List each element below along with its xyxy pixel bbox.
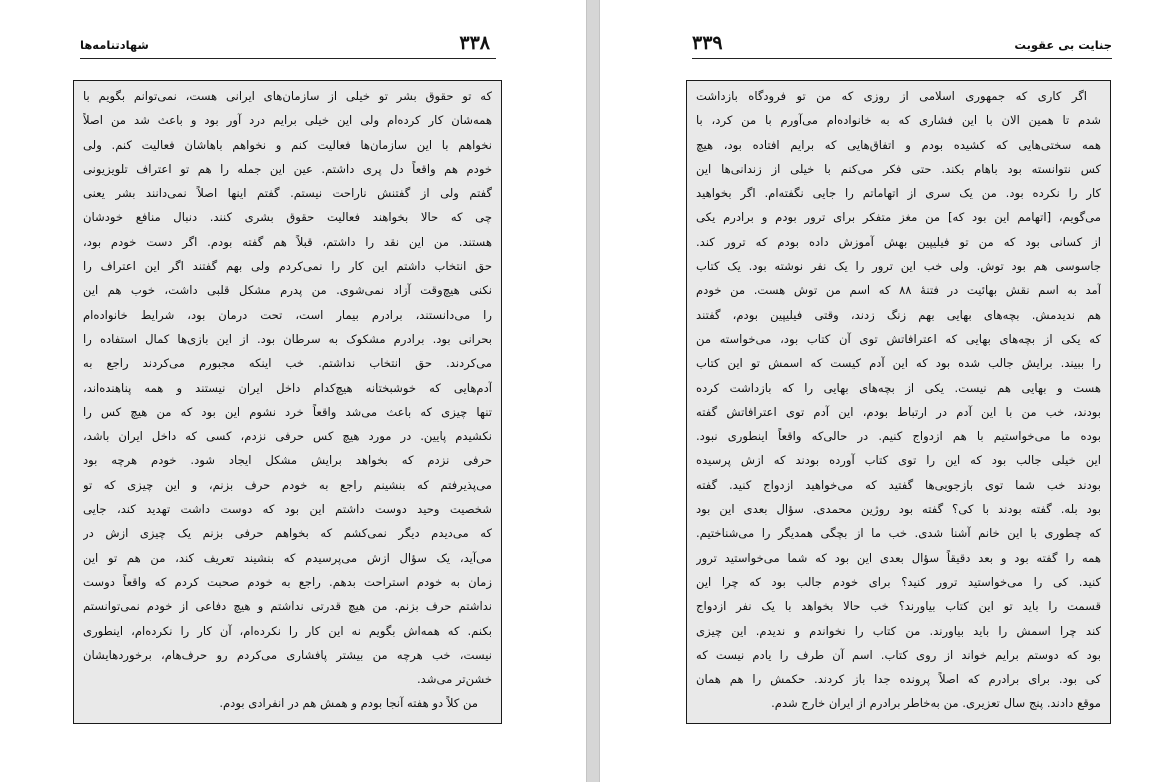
page-gutter-divider [586, 0, 600, 782]
text-line: هستند. من این نقد را داشتم، قبلاً هم گفته بودم. اگر دست خودم بود، [83, 234, 492, 249]
text-line: بودند خب شما توی بازجویی‌ها گفتید که می‌خواهید ازدواج کنید. گفته [696, 477, 1101, 492]
text-line: حرفی نزدم که بخواهد برایش مشکل ایجاد شود. خودم هرچه بود [83, 453, 492, 468]
text-line: می‌گویم، [اتهامم این بود که] من مغز متفکر برای ترور بودم و برادرم یکی [696, 210, 1101, 225]
left-text-block [73, 80, 502, 724]
text-line: که می‌دیدم دیگر نمی‌کشم که بخواهم حرفی بزنم یک چیزی ازش در [83, 526, 492, 541]
left-page-header [80, 30, 496, 59]
text-line: بحرانی بود. برادرم مشکوک به سرطان بود. از این بازی‌ها کمال استفاده را [83, 331, 492, 346]
text-line: می‌پذیرفتم که بنشینم راجع به خودم حرف بزنم، و این چیزی که تو [83, 477, 492, 492]
text-line: خودم هم واقعاً دل پری داشتم. عین این جمله را هم تو اعتراف تلویزیونی [83, 161, 492, 176]
text-line: نیست، خب هرچه من بیشتر پافشاری می‌کردم رو حرف‌هام، برخوردهایشان [83, 647, 492, 662]
right-running-title: جنایت بی عقوبت [1014, 38, 1112, 52]
text-line: هم ندیدمش. بچه‌های بهایی بهم زنگ زدند، وقتی فیلیپین بودم، گفتند [696, 307, 1101, 322]
text-line: این خیلی جالب بود که این را توی کتاب آورده بودند که ازش پرسیده [696, 453, 1101, 468]
left-running-title: شهادتنامه‌ها [80, 38, 149, 52]
text-line: شخصیت وحید دوست داشتم این بود که دوست داشت تهدید کند، جایی [83, 502, 492, 517]
text-line: را می‌دانستند، برادرم بیمار است، تحت درمان بود، شرایط خانواده‌ام [83, 307, 492, 322]
text-line: کار را نکرده بود. من یک سری از اتهاماتم را جایی نگفته‌ام. اگر بخواهید [696, 186, 1101, 201]
text-line: اگر کاری که جمهوری اسلامی از روزی که من تو فرودگاه بازداشت [696, 89, 1087, 103]
text-line: می‌کردند. حق انتخاب نداشتم. خب اینکه مجبورم می‌کردند راجع به [83, 356, 492, 371]
text-line: چی که حالا بخواهند فعالیت حقوق بشری کنند. دنبال منافع خودشان [83, 210, 492, 225]
text-line: موقع دادند. پنج سال تعزیری. من به‌خاطر برادرم از ایران خارج شدم. [771, 696, 1101, 711]
text-line: همه سختی‌هایی که کشیده بودم و اتفاق‌هایی که برایم افتاده بود، هیچ [696, 137, 1101, 152]
text-line: نکشیدم پایین. در مورد هیچ کس حرفی نزدم، کسی که داخل ایران باشد، [83, 429, 492, 444]
right-page [600, 0, 1171, 782]
text-line: نکنی هیچ‌وقت آزاد نمی‌شوی. من پدرم مشکل قلبی داشت، خوب هم این [83, 283, 492, 298]
text-line: که یکی از بچه‌های بهایی که اعترافاتش توی آن کتاب بود، می‌خواسته من [696, 331, 1101, 346]
text-line: آدم‌هایی که خوشبختانه هیچ‌کدام داخل ایران نیستند و همه پناهنده‌اند، [83, 380, 492, 395]
text-line: کنید. کی را می‌خواستید ترور کنید؟ برای خودم جالب بود که چرا این [696, 574, 1101, 589]
text-line: همه را گفته بود و بعد دقیقاً سؤال بعدی این بود که شما می‌خواستید ترور [696, 550, 1101, 565]
text-line: آمد به اسم نقش بهائیت در فتنهٔ ۸۸ که اسم من توش هست. من خودم [696, 283, 1101, 298]
text-line: بود بله. گفته بودند با کی؟ گفته بود روژین محمدی. سؤال بعدی این بود [696, 502, 1101, 517]
text-line: از کسانی بود که من تو فیلیپین بهش آموزش داده بودم که ترور کند. [696, 234, 1101, 249]
text-line: که چطوری با این خانم آشنا شدی. خب ما از بچگی همدیگر را می‌شناختیم. [696, 526, 1101, 541]
text-line: گفتم ولی از گفتنش ناراحت نیستم. گفتم اینها اصلاً نمی‌دانند بشر یعنی [83, 186, 492, 201]
text-line: را ببیند. برایش جالب شده بود که این آدم کیست که اسمش تو این کتاب [696, 356, 1101, 371]
text-line: هست و بهایی هم نیست. یکی از بچه‌های بهایی را که بازداشت کرده [696, 380, 1101, 395]
text-line: بود که دوستم برایم خواند از روی کتاب. اسم آن طرف را یادم نیست که [696, 647, 1101, 662]
left-page-number: ۳۳۸ [459, 32, 490, 54]
text-line: کس نتوانسته بود باهام بکند. حتی فکر می‌کنم با خیلی از زندانی‌ها این [696, 161, 1101, 176]
text-line: که تو حقوق بشر تو خیلی از سازمان‌های ایرانی هست، نمی‌توانم بگویم با [83, 89, 492, 103]
text-line: حق انتخاب داشتم این کار را نمی‌کردم ولی بهم گفتند اگر این اعتراف را [83, 259, 492, 274]
text-line: تنها چیزی که باعث می‌شد واقعاً خرد نشوم این بود که من هیچ کس را [83, 404, 492, 419]
text-line: شدم تا همین الان با این فشاری که به خانواده‌ام می‌آورم با من کرد، با [696, 113, 1101, 128]
text-line: بکنم. که همه‌اش بگویم نه این کار را نکرده‌ام، آن کار را نکرده‌ام، اینطوری [83, 623, 492, 638]
text-line: کی بود. برای برادرم که اصلاً پرونده جدا باز کردند. حکمش را هم همان [696, 672, 1101, 687]
text-line: من کلاً دو هفته آنجا بودم و همش هم در انفرادی بودم. [219, 696, 478, 711]
text-line: خشن‌تر می‌شد. [416, 672, 492, 687]
text-line: بودند، خب من با این آدم در ارتباط بودم، این آدم توی اعترافاتش گفته [696, 404, 1101, 419]
text-line: همه‌شان کار کرده‌ام ولی این خیلی برایم درد آور بود و باعث شد من اصلاً [83, 113, 492, 128]
text-line: می‌آید، یک سؤال ازش می‌پرسیدم که بنشیند تعریف کند، من هم تو این [83, 550, 492, 565]
text-line: بوده ما می‌خواستیم با هم ازدواج کنیم. در حالی‌که واقعاً اینطوری نبود. [696, 429, 1101, 444]
right-text-block [686, 80, 1111, 724]
text-line: جاسوسی هم بود توش. ولی خب این ترور را یک نفر نوشته بود. یک کتاب [696, 259, 1101, 274]
right-page-header [692, 30, 1112, 59]
text-line: زمان به خودم استراحت بدهم. راجع به خودم صحبت کردم که واقعاً دوست [83, 574, 492, 589]
text-line: نخواهم با این سازمان‌ها فعالیت کنم و نخواهم باهاشان فعالیت کنم. ولی [83, 137, 492, 152]
text-line: نداشتم حرف بزنم. من هیچ قدرتی نداشتم و هیچ دفاعی از خودم نمی‌توانستم [83, 599, 492, 614]
right-page-number: ۳۳۹ [692, 32, 723, 54]
text-line: قسمت را باید تو این کتاب بیاورند؟ خب حالا بخواهد با یک نفر ازدواج [696, 599, 1101, 614]
text-line: کند چرا اسمش را باید بیاورند. من کتاب را نخواندم و ندیدم. این چیزی [696, 623, 1101, 638]
